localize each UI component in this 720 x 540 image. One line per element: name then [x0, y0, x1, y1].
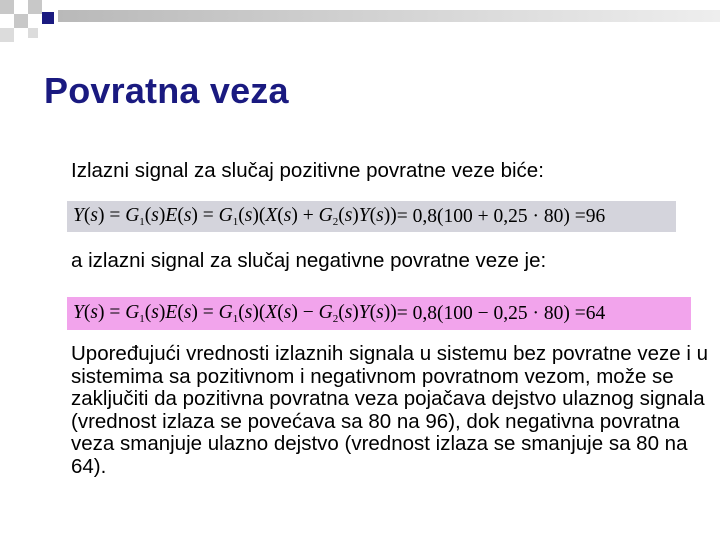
header-band [58, 10, 720, 22]
deco-square [0, 0, 14, 14]
paragraph-conclusion: Upoređujući vrednosti izlaznih signala u sistemu bez povratne veze i u sistemima sa pozitivnom i negativnom povratnom vezom, može se zaključiti da pozitivna povratna veza pojačava dejstvo ulaznog signala (vrednost izlaza se povećava sa 80 na 96), dok negativna povratna veza smanjuje ulazno dejstvo (vrednost izlaza se smanjuje sa 80 na 64). [71, 342, 708, 478]
equation-result: 96 [585, 205, 606, 227]
equation-numeric: = 0,8(100 − 0,25 · 80) = [396, 302, 586, 324]
paragraph-negative-feedback: a izlazni signal za slučaj negativne povratne veze je: [71, 249, 547, 272]
deco-square [14, 14, 28, 28]
paragraph-positive-feedback: Izlazni signal za slučaj pozitivne povratne veze biće: [71, 159, 544, 182]
equation-negative-feedback [67, 297, 691, 330]
deco-square [28, 0, 42, 14]
equation-positive-feedback [67, 201, 676, 232]
header-decoration [0, 0, 720, 48]
equation-symbolic: $Y(s) = G_1(s)E(s) = G_1(s)(X(s) - G_2(s)Y(s))$ [73, 302, 397, 325]
deco-square [28, 28, 38, 38]
equation-symbolic: $Y(s) = G_1(s)E(s) = G_1(s)(X(s) + G_2(s)Y(s))$ [73, 205, 397, 228]
slide-title: Povratna veza [44, 70, 289, 111]
deco-square [42, 12, 54, 24]
equation-result: 64 [585, 302, 606, 324]
deco-square [0, 28, 14, 42]
equation-numeric: = 0,8(100 + 0,25 · 80) = [396, 205, 586, 227]
